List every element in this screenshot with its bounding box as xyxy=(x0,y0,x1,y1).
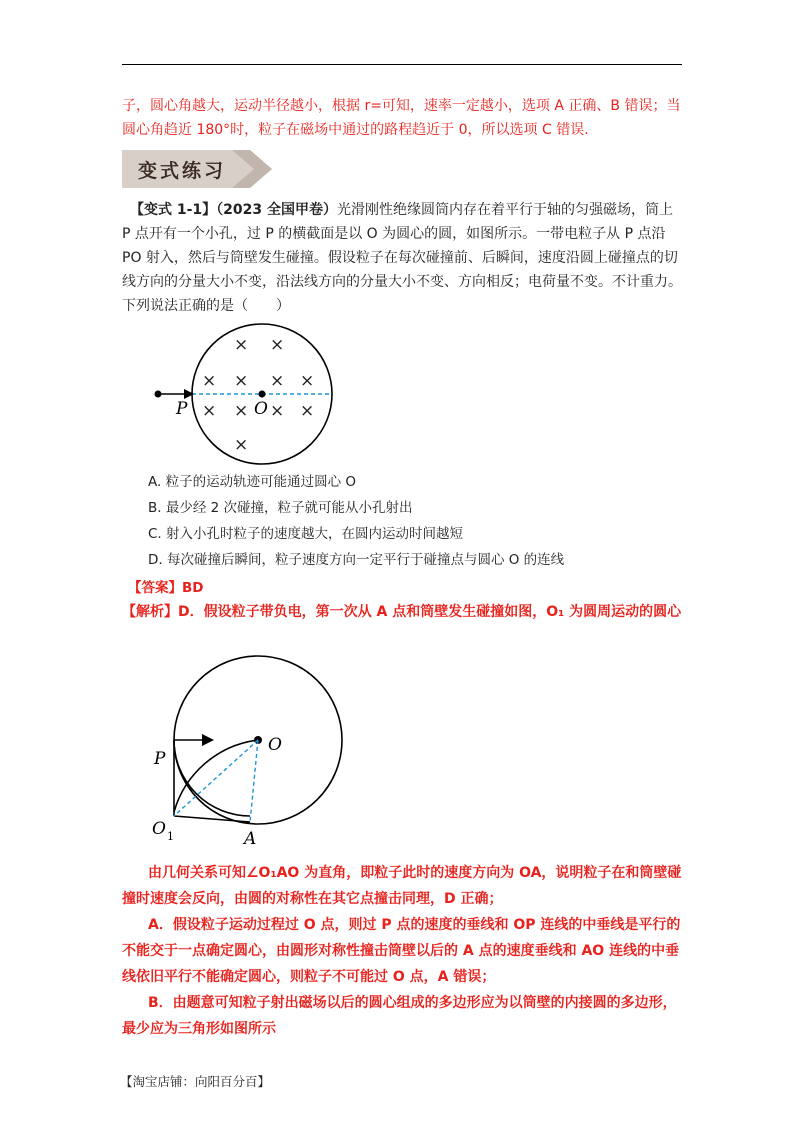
analysis-a: A．假设粒子运动过程过 O 点，则过 P 点的速度的垂线和 OP 连线的中垂线是平行的不能交于一点确定圆心，由圆形对称性撞击筒壁以后的 A 点的速度垂线和 AO 连线的中垂线依旧平行不能确定圆心，则粒子不可能过 O 点，A 错误； xyxy=(122,917,681,985)
fig1-cross: × xyxy=(202,371,217,391)
question-text xyxy=(122,198,682,318)
header-rule xyxy=(122,64,682,65)
fig2-label-a: A xyxy=(244,829,257,849)
fig1-cross: × xyxy=(234,335,249,355)
top-paragraph: 子，圆心角越大，运动半径越小，根据 r=可知，速率一定越小，选项 A 正确、B 错误；当圆心角趋近 180°时，粒子在磁场中通过的路程趋近于 0，所以选项 C 错误. xyxy=(122,98,681,138)
fig1-cross: × xyxy=(270,335,285,355)
fig1-cross: × xyxy=(300,371,315,391)
figure-2-collision-diagram xyxy=(150,652,390,852)
fig2-label-o1: O xyxy=(152,819,166,839)
analysis-d: 【解析】D．假设粒子带负电，第一次从 A 点和筒壁发生碰撞如图，O₁ 为圆周运动的圆心 xyxy=(122,604,682,620)
option-b: B. 最少经 2 次碰撞，粒子就可能从小孔射出 xyxy=(148,500,413,516)
fig2-label-o1-sub: 1 xyxy=(167,830,174,843)
section-banner xyxy=(122,150,272,188)
fig1-label-p: P xyxy=(176,399,188,419)
geometry-explanation: 由几何关系可知∠O₁AO 为直角，即粒子此时的速度方向为 OA，说明粒子在和筒壁碰撞时速度会反向，由圆的对称性在其它点撞击同理，D 正确； xyxy=(122,865,682,907)
fig2-label-p: P xyxy=(154,749,166,769)
fig1-cross: × xyxy=(300,401,315,421)
option-c: C. 射入小孔时粒子的速度越大，在圆内运动时间越短 xyxy=(148,526,464,542)
fig1-cross: × xyxy=(270,371,285,391)
analysis-b: B．由题意可知粒子射出磁场以后的圆心组成的多边形应为以筒壁的内接圆的多边形，最少应为三角形如图所示 xyxy=(122,995,677,1037)
option-a: A. 粒子的运动轨迹可能通过圆心 O xyxy=(148,474,356,490)
question-tag: 【变式 1-1】（2023 全国甲卷） xyxy=(130,202,338,218)
fig1-label-o: O xyxy=(254,399,268,419)
fig1-cross: × xyxy=(202,401,217,421)
fig1-cross: × xyxy=(270,401,285,421)
fig1-cross: × xyxy=(234,401,249,421)
fig2-label-o: O xyxy=(268,735,282,755)
option-d: D. 每次碰撞后瞬间，粒子速度方向一定平行于碰撞点与圆心 O 的连线 xyxy=(148,552,565,568)
fig1-cross: × xyxy=(234,435,249,455)
question-body: 光滑刚性绝缘圆筒内存在着平行于轴的匀强磁场，筒上 P 点开有一个小孔，过 P 的横截面是以 O 为圆心的圆，如图所示。一带电粒子从 P 点沿 PO 射入，然后与筒壁发生碰撞。假设粒子在每次碰撞前、后瞬间，速度沿圆上碰撞点的切线方向的分量大小不变，沿法线方向的分量大小不变、方向相反；电荷量不变。不计重力。下列说法正确的是（ ） xyxy=(122,202,682,314)
fig1-cross: × xyxy=(234,371,249,391)
figure-1-circle-diagram xyxy=(150,322,350,482)
footer-shop-name: 【淘宝店铺：向阳百分百】 xyxy=(120,1074,271,1089)
answer: 【答案】BD xyxy=(128,580,204,596)
section-banner-text: 变式练习 xyxy=(138,160,227,182)
